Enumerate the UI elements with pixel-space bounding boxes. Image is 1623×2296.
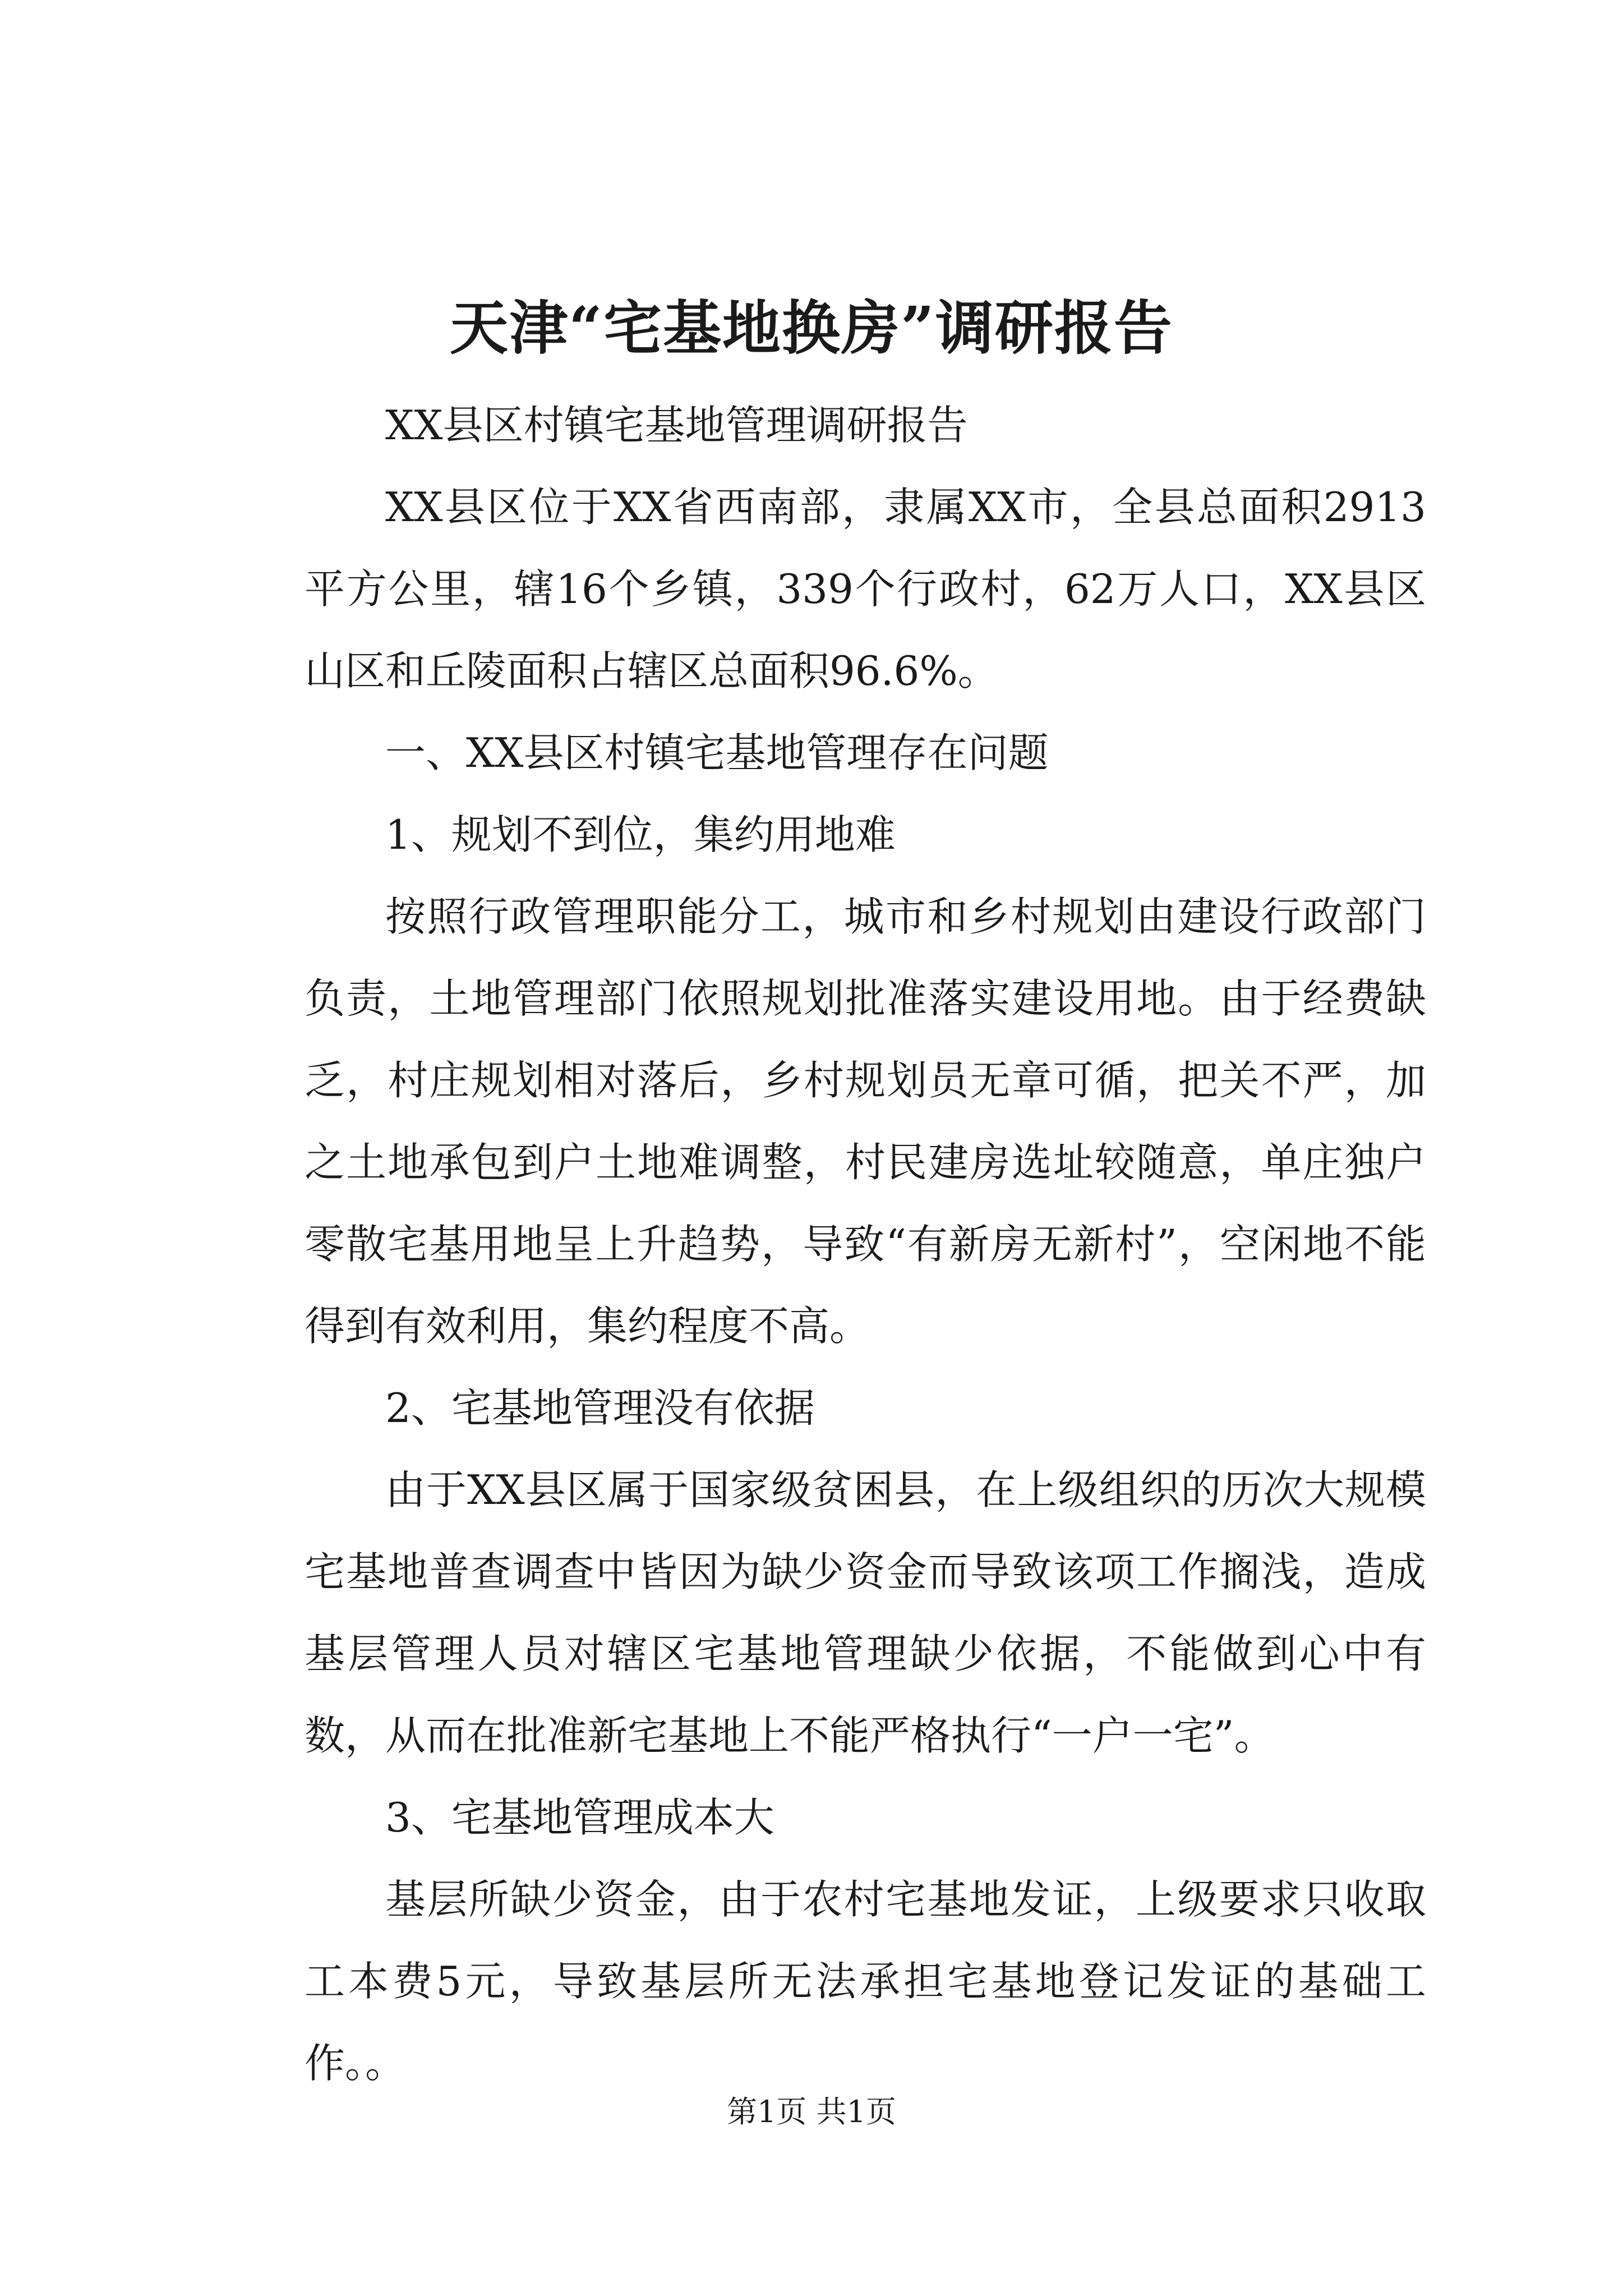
paragraph-overview: XX县区位于XX省西南部，隶属XX市，全县总面积2913平方公里，辖16个乡镇，339个行政村，62万人口，XX县区山区和丘陵面积占辖区总面积96.6%。 <box>305 484 1426 694</box>
paragraph-high-cost: 基层所缺少资金，由于农村宅基地发证，上级要求只收取工本费5元，导致基层所无法承担宅基地登记发证的基础工作。。 <box>305 1876 1426 2087</box>
subheading-high-cost: 3、宅基地管理成本大 <box>385 1794 774 1841</box>
paragraph-subtitle: XX县区村镇宅基地管理调研报告 <box>385 402 968 449</box>
paragraph-planning: 按照行政管理职能分工，城市和乡村规划由建设行政部门负责，土地管理部门依照规划批准落实建设用地。由于经费缺乏，村庄规划相对落后，乡村规划员无章可循，把关不严，加之土地承包到户土地难调整，村民建房选址较随意，单庄独户零散宅基用地呈上升趋势，导致“有新房无新村”，空闲地不能得到有效利用，集约程度不高。 <box>305 893 1426 1350</box>
document-body <box>305 384 1426 2104</box>
page-footer: 第1页 共1页 <box>727 2094 896 2129</box>
section-heading-problems: 一、XX县区村镇宅基地管理存在问题 <box>385 729 1049 776</box>
paragraph-no-basis: 由于XX县区属于国家级贫困县，在上级组织的历次大规模宅基地普查调查中皆因为缺少资金而导致该项工作搁浅，造成基层管理人员对辖区宅基地管理缺少依据，不能做到心中有数，从而在批准新宅基地上不能严格执行“一户一宅”。 <box>305 1466 1426 1759</box>
subheading-planning: 1、规划不到位，集约用地难 <box>385 811 896 858</box>
document-title: 天津“宅基地换房”调研报告 <box>450 293 1173 362</box>
subheading-no-basis: 2、宅基地管理没有依据 <box>385 1384 815 1432</box>
